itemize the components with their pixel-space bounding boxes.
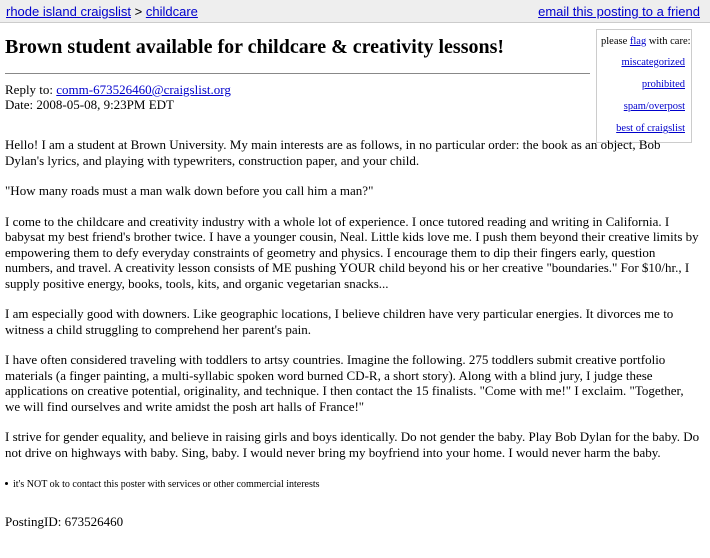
breadcrumb	[6, 4, 198, 19]
bullet-icon	[5, 482, 8, 485]
breadcrumb-separator: >	[134, 4, 143, 19]
email-posting-link[interactable]: email this posting to a friend	[538, 4, 700, 19]
breadcrumb-site-link[interactable]: rhode island craigslist	[6, 4, 132, 19]
posting-id	[5, 514, 123, 530]
commercial-notice	[5, 479, 320, 491]
posting-id-value: 673526460	[64, 514, 124, 529]
flag-intro-after: with care:	[646, 36, 691, 47]
flag-miscategorized-link[interactable]: miscategorized	[621, 57, 685, 68]
post-meta	[5, 82, 231, 112]
flag-link[interactable]: flag	[629, 36, 647, 47]
title-divider	[5, 73, 590, 74]
post-title: Brown student available for childcare & creativity lessons!	[5, 36, 505, 58]
flag-prohibited-link[interactable]: prohibited	[641, 79, 685, 90]
body-paragraph: I strive for gender equality, and believe in raising girls and boys identically. Do not gender the baby. Play Bob Dylan for the baby. Do not drive on highways with baby. Sing, baby. I would never bring my boyfriend into your home. I would never harm the baby.	[5, 429, 700, 460]
reply-to-label: Reply to:	[5, 82, 57, 97]
notice-text: it's NOT ok to contact this poster with services or other commercial interests	[13, 479, 320, 490]
date-value: 2008-05-08, 9:23PM EDT	[36, 97, 174, 112]
reply-to-email-link[interactable]: comm-673526460@craigslist.org	[56, 82, 231, 97]
reply-to-line	[5, 82, 231, 97]
top-bar	[0, 0, 710, 23]
date-label: Date:	[5, 97, 37, 112]
body-paragraph: I am especially good with downers. Like geographic locations, I believe children have very particular energies. It divorces me to witness a child struggling to comprehend her parent's pain.	[5, 306, 674, 337]
flag-box	[596, 29, 692, 143]
breadcrumb-section-link[interactable]: childcare	[145, 4, 198, 19]
body-paragraph: "How many roads must a man walk down before you call him a man?"	[5, 183, 374, 198]
flag-best-of-link[interactable]: best of craigslist	[616, 123, 685, 134]
flag-intro-before: please	[601, 36, 630, 47]
post-body	[5, 137, 700, 475]
flag-spam-link[interactable]: spam/overpost	[623, 101, 685, 112]
date-line	[5, 97, 231, 112]
body-paragraph: Hello! I am a student at Brown University. My main interests are as follows, in no particular order: the book as an object, Bob Dylan's lyrics, and playing with typewriters, construction paper, and your child.	[5, 137, 661, 168]
flag-intro	[601, 34, 691, 50]
body-paragraph: I come to the childcare and creativity industry with a whole lot of experience. I once tutored reading and writing in California. I babysat my best friend's brother twice. I have a younger cousin, Neal. Little kids love me. I push them beyond their creative limits by empowering them to defy everyday constraints of geometry and physics. I encourage them to dip their fingers early, question numbers, and travel. A creativity lesson consists of ME pushing YOUR child beyond his or her creative "boundaries." For $10/hr., I supply positive energy, books, tools, kits, and organic vegetarian snacks...	[5, 213, 699, 291]
body-paragraph: I have often considered traveling with toddlers to artsy countries. Imagine the following. 275 toddlers submit creative portfolio materials (a finger painting, a multi-syllabic spoken word burned CD-R, a short story). Along with a blind jury, I judge these applications on creative potential, originality, and technique. I then contact the 15 finalists. "Come with me!" I exclaim. "Together, we will find ourselves and write amidst the posh art halls of France!"	[5, 352, 684, 414]
posting-id-label: PostingID:	[5, 514, 65, 529]
